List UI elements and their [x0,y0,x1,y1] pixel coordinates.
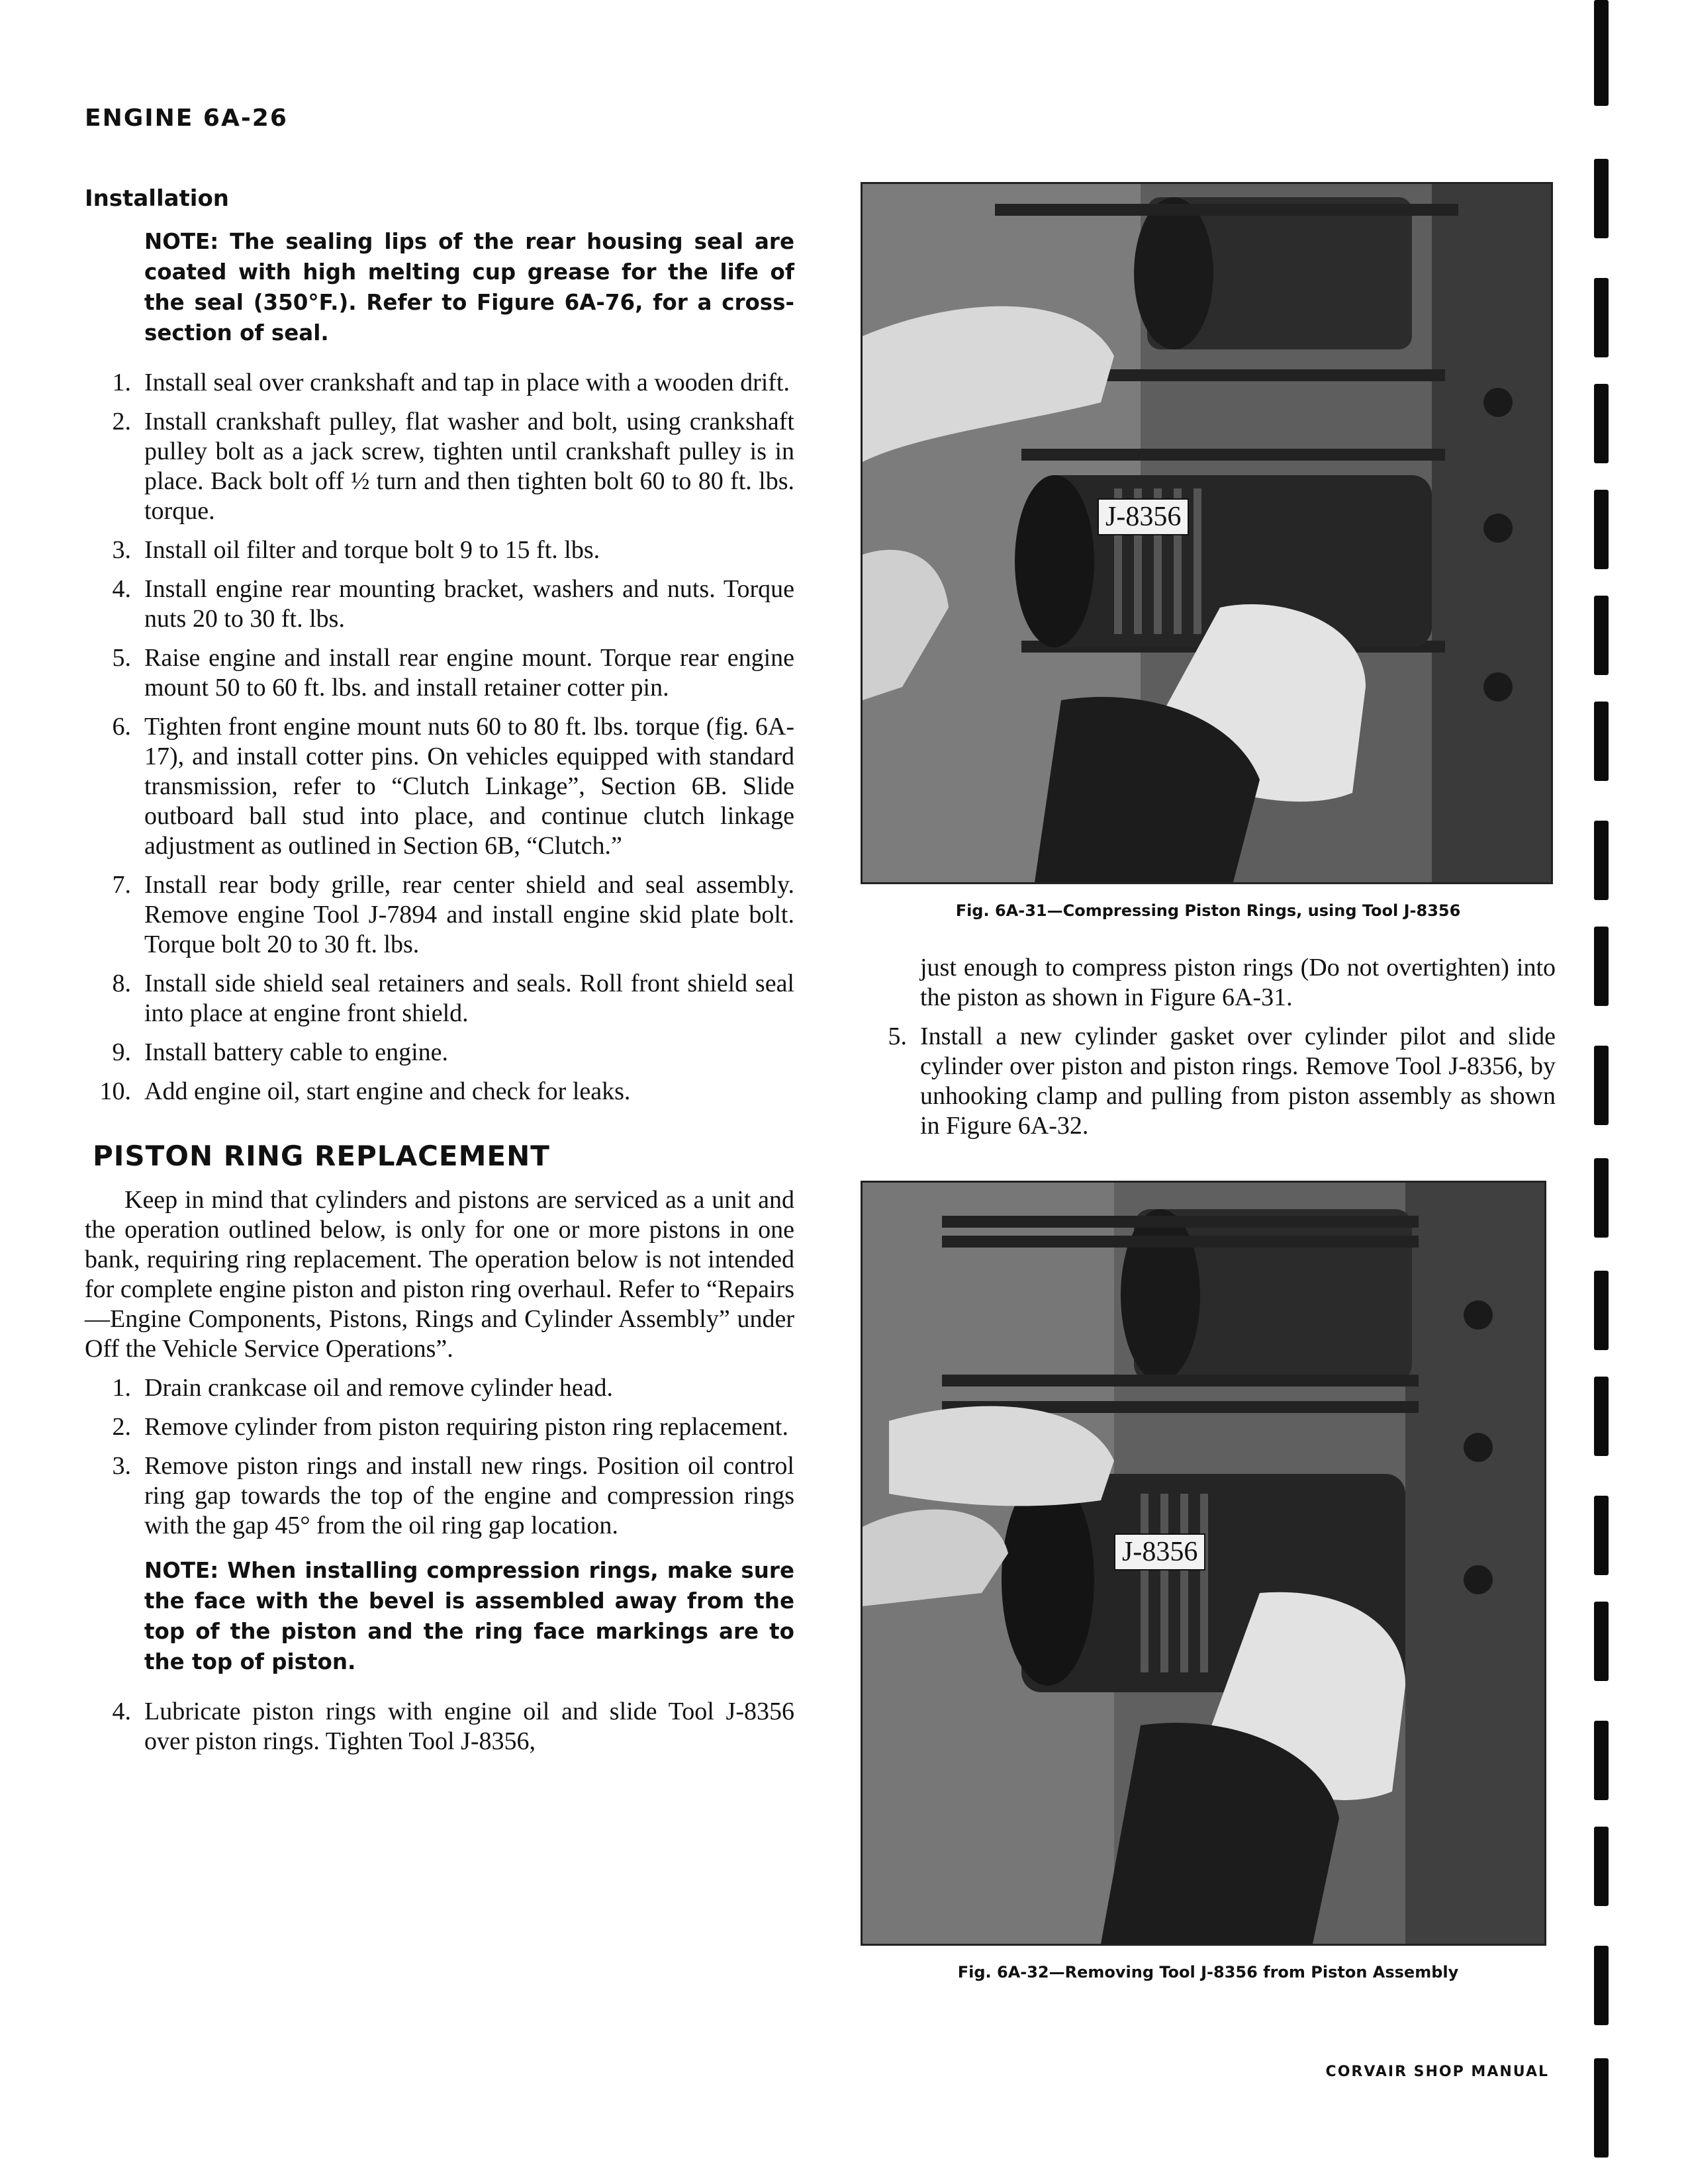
step-number: 1. [112,369,131,396]
list-item [861,1022,1556,1141]
note-text: When installing compression rings, make sure the face with the bevel is assembled away from the top of the piston and the ring face markings are to the top of piston. [144,1558,794,1674]
step-text: Lubricate piston rings with engine oil and slide Tool J-8356 over piston rings. Tighten Tool J-8356, [144,1698,794,1755]
binder-mark [1594,702,1609,781]
figure-caption-6a-31: Fig. 6A-31—Compressing Piston Rings, using Tool J-8356 [955,901,1461,920]
step-number: 9. [112,1038,131,1066]
step-number: 4. [112,575,131,603]
page-footer: CORVAIR SHOP MANUAL [1325,2064,1549,2080]
figure-6a-32 [861,1181,1546,1946]
binder-mark [1594,490,1609,569]
step-number: 6. [112,713,131,741]
binder-mark [1594,1721,1609,1800]
binder-mark [1594,927,1609,1006]
list-item [85,1451,794,1541]
list-item [85,870,794,960]
piston-ring-intro: Keep in mind that cylinders and pistons are serviced as a unit and the operation outlined below, is only for one or more pistons in one bank, requiring ring replacement. The operation below is not intended for complete engine piston and piston ring overhaul. Refer to “Repairs—Engine Components, Pistons, Rings and Cylinder Assembly” under Off the Vehicle Service Operations”. [85,1186,794,1363]
tool-callout-label: J-8356 [1114,1533,1205,1570]
step-number: 3. [112,1452,131,1480]
binder-mark [1594,821,1609,900]
list-item [85,969,794,1028]
page-header: ENGINE 6A-26 [85,105,288,132]
step-number: 5. [112,644,131,672]
list-item [85,574,794,634]
binder-mark [1594,384,1609,463]
step-number: 1. [112,1374,131,1402]
binder-mark [1594,596,1609,675]
step-text: Install rear body grille, rear center shield and seal assembly. Remove engine Tool J-7894 and install engine skid plate bolt. Torque bolt 20 to 30 ft. lbs. [144,871,794,958]
section-heading-piston-ring: PISTON RING REPLACEMENT [93,1140,550,1172]
installation-steps [85,368,794,1107]
piston-ring-note [144,1555,794,1677]
step-text: Remove cylinder from piston requiring piston ring replacement. [144,1413,788,1441]
list-item [85,712,794,861]
step-number: 5. [888,1023,907,1050]
figure-caption-6a-32: Fig. 6A-32—Removing Tool J-8356 from Piston Assembly [957,1963,1459,1981]
step-number: 3. [112,536,131,564]
installation-note [144,226,794,348]
binder-mark [1594,1046,1609,1125]
step-text: Install oil filter and torque bolt 9 to 15 ft. lbs. [144,536,600,564]
step-4-continuation: just enough to compress piston rings (Do not overtighten) into the piston as shown in Figure 6A-31. [920,954,1556,1011]
list-item [85,1697,794,1756]
list-item [85,643,794,703]
left-column [85,185,794,1766]
step-number: 2. [112,1413,131,1441]
installation-heading: Installation [85,185,230,212]
binder-mark [1594,1827,1609,1906]
binder-mark [1594,1946,1609,2025]
binder-mark [1594,2058,1609,2158]
right-column [861,182,1556,1981]
engine-photo-compressing [863,184,1551,882]
step-text: Install seal over crankshaft and tap in place with a wooden drift. [144,369,790,396]
figure-6a-31 [861,182,1553,884]
piston-ring-step-4 [85,1697,794,1756]
list-item [85,368,794,398]
step-text: Raise engine and install rear engine mount. Torque rear engine mount 50 to 60 ft. lbs. and install retainer cotter pin. [144,644,794,702]
binder-mark [1594,1377,1609,1456]
piston-ring-step-5 [861,1022,1556,1141]
note-label: NOTE: [144,229,219,254]
list-item [85,1038,794,1068]
step-text: Install battery cable to engine. [144,1038,448,1066]
list-item [85,1412,794,1442]
list-item [85,1077,794,1107]
step-text: Drain crankcase oil and remove cylinder head. [144,1374,613,1402]
note-text: The sealing lips of the rear housing seal are coated with high melting cup grease for the life of the seal (350°F.). Refer to Figure 6A-76, for a cross-section of seal. [144,229,794,345]
piston-ring-steps [85,1373,794,1541]
step-number: 8. [112,970,131,997]
step-text: Install engine rear mounting bracket, washers and nuts. Torque nuts 20 to 30 ft. lbs. [144,575,794,633]
step-text: Install crankshaft pulley, flat washer and bolt, using crankshaft pulley bolt as a jack screw, tighten until crankshaft pulley is in place. Back bolt off ½ turn and then tighten bolt 60 to 80 ft. lbs. torque. [144,408,794,525]
list-item [85,1373,794,1403]
binder-mark [1594,278,1609,357]
binder-mark [1594,1496,1609,1575]
step-text: Remove piston rings and install new rings. Position oil control ring gap towards the top of the engine and compression rings with the gap 45° from the oil ring gap location. [144,1452,794,1539]
step-text: Install side shield seal retainers and seals. Roll front shield seal into place at engine front shield. [144,970,794,1027]
binder-mark [1594,1602,1609,1681]
step-text: Tighten front engine mount nuts 60 to 80 ft. lbs. torque (fig. 6A-17), and install cotter pins. On vehicles equipped with standard transmission, refer to “Clutch Linkage”, Section 6B. Slide outboard ball stud into place, and continue clutch linkage adjustment as outlined in Section 6B, “Clutch.” [144,713,794,860]
note-label: NOTE: [144,1558,219,1583]
step-number: 7. [112,871,131,899]
binder-mark [1594,159,1609,238]
step-text: Install a new cylinder gasket over cylinder pilot and slide cylinder over piston and piston rings. Remove Tool J-8356, by unhooking clamp and pulling from piston assembly as shown in Figure 6A-32. [920,1023,1556,1140]
step-number: 2. [112,408,131,435]
binder-mark [1594,1158,1609,1238]
tool-callout-label: J-8356 [1098,498,1189,535]
step-text: Add engine oil, start engine and check for leaks. [144,1077,631,1105]
list-item [85,535,794,565]
binder-mark [1594,0,1609,106]
list-item [85,407,794,526]
binder-mark [1594,1271,1609,1350]
step-number: 4. [112,1698,131,1725]
step-number: 10. [99,1077,131,1105]
